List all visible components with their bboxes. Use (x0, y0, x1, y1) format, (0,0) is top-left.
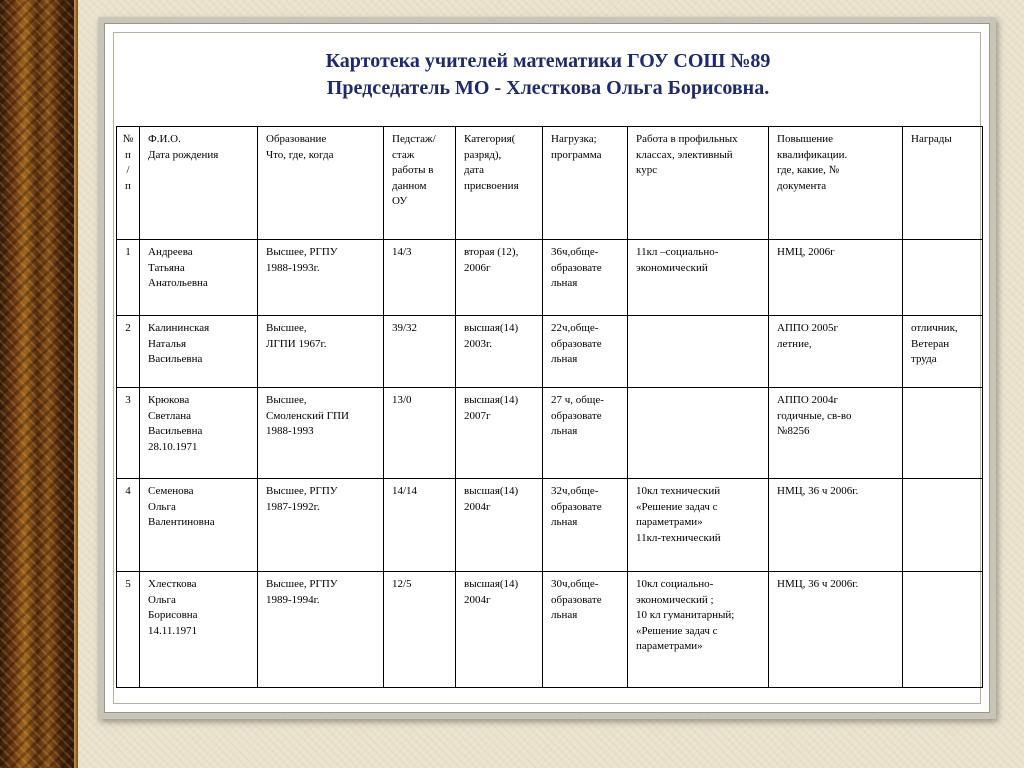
teachers-table (116, 126, 983, 688)
cell-profile: 11кл –социально- экономический (628, 240, 769, 316)
cell-profile: 10кл социально- экономический ; 10 кл гуманитарный; «Решение задач с параметрами» (628, 572, 769, 688)
cell-category: высшая(14) 2003г. (456, 316, 543, 388)
cell-profile (628, 388, 769, 479)
header-category: Категория( разряд), дата присвоения (456, 127, 543, 240)
cell-education: Высшее, ЛГПИ 1967г. (258, 316, 384, 388)
cell-name: Крюкова Светлана Васильевна 28.10.1971 (140, 388, 258, 479)
cell-category: высшая(14) 2004г (456, 572, 543, 688)
cell-qualification: НМЦ, 36 ч 2006г. (769, 572, 903, 688)
cell-number: 1 (117, 240, 140, 316)
table-row (117, 316, 983, 388)
header-profile: Работа в профильных классах, элективный курс (628, 127, 769, 240)
cell-experience: 39/32 (384, 316, 456, 388)
cell-awards (903, 479, 983, 572)
table-row (117, 388, 983, 479)
cell-education: Высшее, РГПУ 1987-1992г. (258, 479, 384, 572)
cell-awards (903, 572, 983, 688)
cell-number: 3 (117, 388, 140, 479)
cell-load: 30ч,обще- образовате льная (543, 572, 628, 688)
cell-load: 36ч,обще- образовате льная (543, 240, 628, 316)
cell-category: высшая(14) 2004г (456, 479, 543, 572)
slide-frame (98, 17, 996, 719)
header-qualification: Повышение квалификации. где, какие, № документа (769, 127, 903, 240)
slide-content (104, 23, 990, 713)
table-row (117, 479, 983, 572)
table-row (117, 240, 983, 316)
cell-qualification: АППО 2005г летние, (769, 316, 903, 388)
cell-awards: отличник, Ветеран труда (903, 316, 983, 388)
decorative-border-strip (0, 0, 78, 768)
table-header-row (117, 127, 983, 240)
cell-number: 2 (117, 316, 140, 388)
header-number: № п / п (117, 127, 140, 240)
cell-awards (903, 240, 983, 316)
cell-name: Калининская Наталья Васильевна (140, 316, 258, 388)
cell-qualification: НМЦ, 2006г (769, 240, 903, 316)
cell-name: Хлесткова Ольга Борисовна 14.11.1971 (140, 572, 258, 688)
header-experience: Педстаж/ стаж работы в данном ОУ (384, 127, 456, 240)
cell-qualification: НМЦ, 36 ч 2006г. (769, 479, 903, 572)
cell-experience: 13/0 (384, 388, 456, 479)
cell-name: Андреева Татьяна Анатольевна (140, 240, 258, 316)
cell-category: вторая (12), 2006г (456, 240, 543, 316)
cell-profile (628, 316, 769, 388)
cell-number: 5 (117, 572, 140, 688)
title-line-2: Председатель МО - Хлесткова Ольга Борисовна. (326, 77, 770, 99)
header-name: Ф.И.О. Дата рождения (140, 127, 258, 240)
cell-load: 32ч,обще- образовате льная (543, 479, 628, 572)
cell-experience: 12/5 (384, 572, 456, 688)
header-awards: Награды (903, 127, 983, 240)
cell-experience: 14/3 (384, 240, 456, 316)
cell-education: Высшее, РГПУ 1989-1994г. (258, 572, 384, 688)
title-line-1: Картотека учителей математики ГОУ СОШ №89 (325, 50, 771, 72)
cell-number: 4 (117, 479, 140, 572)
cell-education: Высшее, Смоленский ГПИ 1988-1993 (258, 388, 384, 479)
cell-load: 27 ч, обще- образовате льная (543, 388, 628, 479)
cell-category: высшая(14) 2007г (456, 388, 543, 479)
cell-experience: 14/14 (384, 479, 456, 572)
cell-awards (903, 388, 983, 479)
cell-profile: 10кл технический «Решение задач с параметрами» 11кл-технический (628, 479, 769, 572)
cell-qualification: АППО 2004г годичные, св-во №8256 (769, 388, 903, 479)
header-education: Образование Что, где, когда (258, 127, 384, 240)
cell-name: Семенова Ольга Валентиновна (140, 479, 258, 572)
cell-load: 22ч,обще- образовате льная (543, 316, 628, 388)
decorative-border-edge (74, 0, 78, 768)
slide-title (105, 48, 991, 102)
cell-education: Высшее, РГПУ 1988-1993г. (258, 240, 384, 316)
header-load: Нагрузка; программа (543, 127, 628, 240)
table-row (117, 572, 983, 688)
